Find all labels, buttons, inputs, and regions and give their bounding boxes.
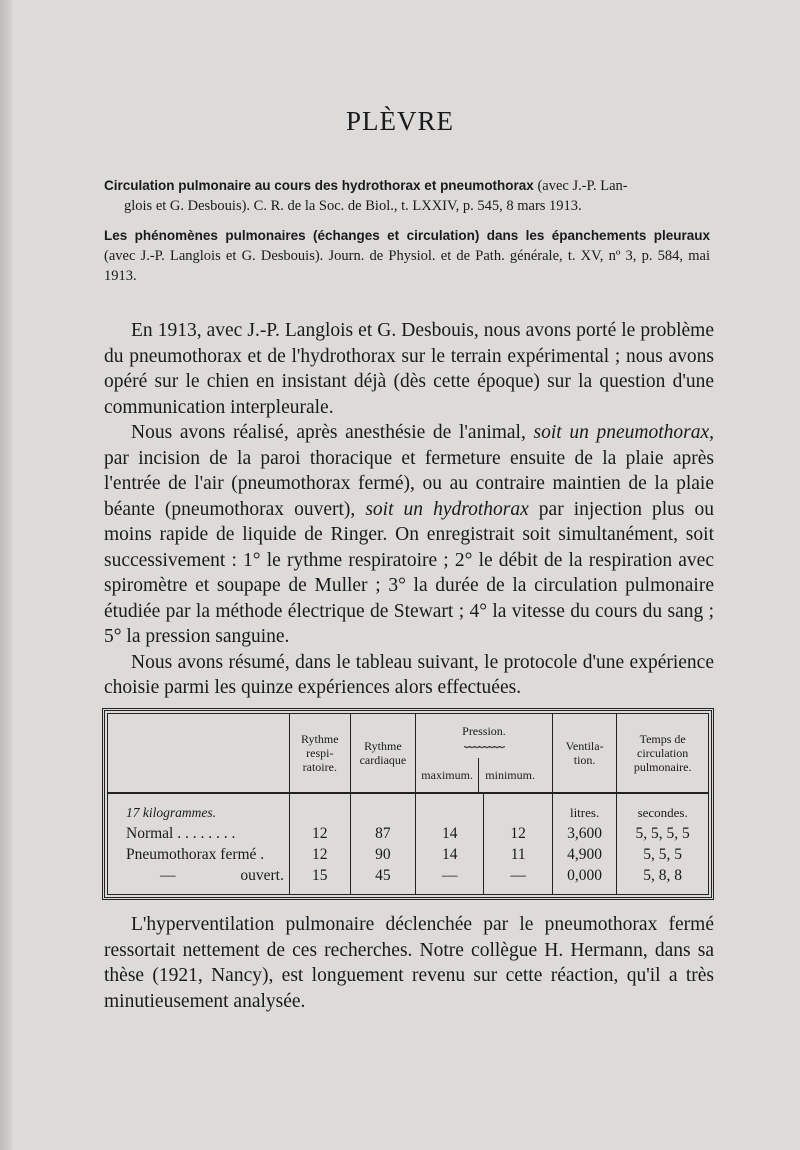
paragraph-2-part-a: Nous avons réalisé, après anesthésie de l'animal, bbox=[131, 422, 526, 443]
cell-min: 11 bbox=[484, 844, 552, 865]
cell-temps: 5, 8, 8 bbox=[617, 865, 708, 895]
paragraph-2 bbox=[104, 420, 714, 650]
cell-min: 12 bbox=[484, 823, 552, 844]
row-label-word: ouvert. bbox=[240, 867, 284, 884]
reference-2 bbox=[104, 226, 710, 286]
reference-1-title: Circulation pulmonaire au cours des hydrothorax et pneumothorax bbox=[104, 178, 534, 193]
cell-card: 45 bbox=[350, 865, 415, 895]
ventilation-unit: litres. bbox=[552, 793, 616, 823]
cell-temps: 5, 5, 5, 5 bbox=[617, 823, 708, 844]
header-label bbox=[108, 714, 289, 793]
paragraph-2-part-b: soit un pneumothorax, bbox=[533, 422, 715, 443]
cell-vent: 3,600 bbox=[552, 823, 616, 844]
reference-2-title: Les phénomènes pulmonaires (échanges et circulation) dans les épanchements pleuraux bbox=[104, 228, 710, 243]
reference-1-line2: glois et G. Desbouis). C. R. de la Soc. de Biol., t. LXXIV, p. 545, 8 mars 1913. bbox=[124, 198, 582, 214]
cell-resp: 12 bbox=[289, 823, 350, 844]
cell-vent: 0,000 bbox=[552, 865, 616, 895]
body-text-after-table bbox=[104, 912, 714, 1014]
row-label bbox=[108, 865, 289, 895]
paragraph-2-part-c: par incision de la paroi thoracique et fermeture ensuite de la plaie après l'entrée de l'air (pneumothorax fermé), ou au contraire maintien de la plaie béante (pneumothorax ouvert), bbox=[104, 447, 714, 520]
references bbox=[104, 176, 710, 296]
row-label-dash: — bbox=[160, 867, 176, 884]
header-pression-label: Pression. bbox=[462, 724, 506, 738]
body-text bbox=[104, 318, 714, 701]
table-row bbox=[108, 823, 708, 844]
reference-1-line1-rest: (avec J.-P. Lan- bbox=[537, 178, 628, 194]
cell-min: — bbox=[484, 865, 552, 895]
paragraph-3: Nous avons résumé, dans le tableau suivant, le protocole d'une expérience choisie parmi les quinze expériences alors effectuées. bbox=[104, 651, 714, 698]
cell-max: — bbox=[416, 865, 484, 895]
paragraph-2-part-e: par injection plus ou moins rapide de liquide de Ringer. On enregistrait soit simultanément, soit successivement : 1° le rythme respiratoire ; 2° le débit de la respiration avec spiromètre et soupape de Muller ; 3° la durée de la circulation pulmonaire étudiée par la méthode électrique de Stewart ; 4° la vitesse du cours du sang ; 5° la pression sanguine. bbox=[104, 498, 715, 647]
header-temps-circulation: Temps de circulation pulmonaire. bbox=[617, 714, 708, 793]
page-title: PLÈVRE bbox=[345, 106, 454, 136]
cell-card: 90 bbox=[350, 844, 415, 865]
table-row bbox=[108, 844, 708, 865]
header-pression bbox=[416, 714, 553, 793]
paragraph-1: En 1913, avec J.-P. Langlois et G. Desbouis, nous avons porté le problème du pneumothorax et de l'hydrothorax sur le terrain expérimental ; nous avons opéré sur le chien en insistant déjà (dès cette époque) sur la question d'une communication interpleurale. bbox=[104, 320, 714, 418]
table-row bbox=[108, 865, 708, 895]
reference-1 bbox=[104, 176, 710, 216]
cell-max: 14 bbox=[416, 844, 484, 865]
protocol-table bbox=[108, 714, 708, 895]
weight-label: 17 kilogrammes. bbox=[126, 805, 216, 820]
temps-unit: secondes. bbox=[617, 793, 708, 823]
scan-edge bbox=[0, 0, 12, 1150]
header-ventilation: Ventila- tion. bbox=[552, 714, 616, 793]
row-label: Normal . . . . . . . . bbox=[126, 825, 236, 842]
cell-max: 14 bbox=[416, 823, 484, 844]
cell-temps: 5, 5, 5 bbox=[617, 844, 708, 865]
protocol-table-frame bbox=[102, 708, 714, 900]
header-rythme-respiratoire: Rythme respi- ratoire. bbox=[289, 714, 350, 793]
header-maximum: maximum. bbox=[416, 758, 479, 792]
header-rythme-cardiaque: Rythme cardiaque bbox=[350, 714, 415, 793]
paragraph-2-part-d: soit un hydrothorax bbox=[365, 498, 529, 520]
cell-card: 87 bbox=[350, 823, 415, 844]
table-row-units bbox=[108, 793, 708, 823]
paragraph-4: L'hyperventilation pulmonaire déclenchée par le pneumothorax fermé ressortait nettement de ces recherches. Notre collègue H. Hermann, dans sa thèse (1921, Nancy), est longuement revenu sur cette réaction, qu'il a très minutieusement analysée. bbox=[104, 914, 714, 1012]
cell-resp: 12 bbox=[289, 844, 350, 865]
pression-brace: ⏟⏟⏟⏟⏟⏟⏟⏟ bbox=[463, 737, 504, 748]
header-minimum: minimum. bbox=[485, 768, 535, 782]
row-label: Pneumothorax fermé . bbox=[126, 846, 265, 863]
cell-resp: 15 bbox=[289, 865, 350, 895]
reference-2-rest: (avec J.-P. Langlois et G. Desbouis). Journ. de Physiol. et de Path. générale, t. XV, nº 3, p. 584, mai 1913. bbox=[104, 248, 710, 284]
cell-vent: 4,900 bbox=[552, 844, 616, 865]
